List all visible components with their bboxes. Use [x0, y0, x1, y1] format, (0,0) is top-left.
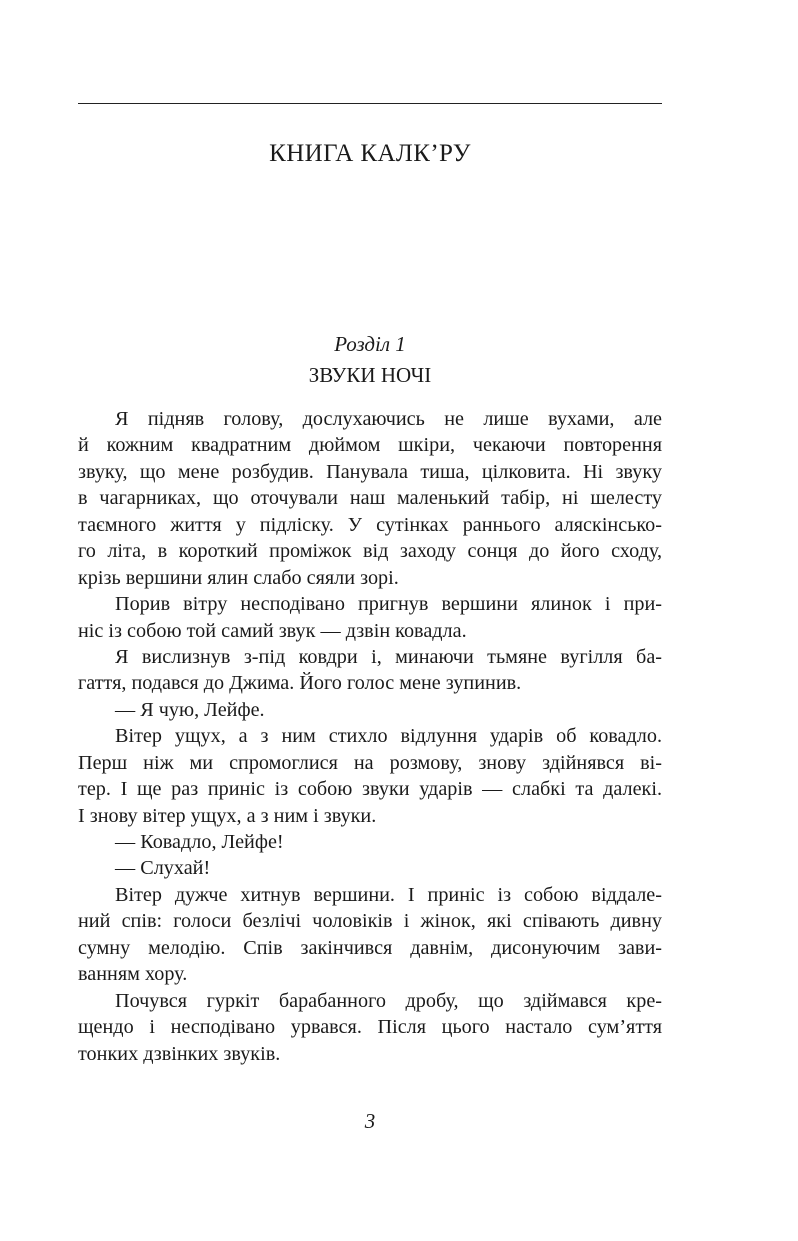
chapter-title: ЗВУКИ НОЧІ	[308, 363, 432, 387]
chapter-number: Розділ 1	[334, 332, 406, 356]
text-line: крізь вершини ялин слабо сяяли зорі.	[78, 566, 399, 589]
text-line: Вітер ущух, а з ним стихло відлуння ударів об ковадло.	[115, 725, 662, 748]
text-line: — Я чую, Лейфе.	[115, 698, 265, 721]
header-rule	[78, 103, 662, 104]
text-line: гаття, подався до Джима. Його голос мене зупинив.	[78, 672, 522, 695]
text-line: Я вислизнув з-під ковдри і, минаючи тьмяне вугілля ба-	[115, 645, 662, 668]
text-line: Почувся гуркіт барабанного дробу, що здіймався кре-	[115, 989, 662, 1012]
text-line: звуку, що мене розбудив. Панувала тиша, цілковита. Ні звуку	[78, 460, 662, 483]
text-line: — Ковадло, Лейфе!	[115, 831, 284, 853]
text-line: Перш ніж ми спромоглися на розмову, знову здійнявся ві-	[78, 751, 662, 774]
text-line: й кожним квадратним дюймом шкіри, чекаючи повторення	[78, 434, 662, 457]
text-line: тер. І ще раз приніс із собою звуки ударів — слабкі та далекі.	[78, 778, 662, 801]
text-line: ний спів: голоси безлічі чоловіків і жінок, які співають дивну	[78, 910, 662, 933]
page-number: 3	[364, 1109, 376, 1133]
book-title: КНИГА КАЛК’РУ	[269, 140, 471, 167]
text-line: І знову вітер ущух, а з ним і звуки.	[78, 804, 377, 827]
text-line: Я підняв голову, дослухаючись не лише вухами, але	[115, 408, 662, 430]
chapter-body	[78, 406, 662, 1067]
text-line: в чагарниках, що оточували наш маленький табір, ні шелесту	[78, 487, 662, 510]
text-line: таємного життя у підліску. У сутінках раннього аляскінсько-	[78, 513, 662, 536]
text-line: сумну мелодію. Спів закінчився давнім, дисонуючим зави-	[78, 936, 662, 959]
text-line: Порив вітру несподівано пригнув вершини ялинок і при-	[115, 593, 662, 616]
text-line: ванням хору.	[78, 963, 188, 986]
text-line: го літа, в короткий проміжок від заходу сонця до його сходу,	[78, 540, 662, 563]
text-line: ніс із собою той самий звук — дзвін ковадла.	[78, 619, 467, 642]
text-line: — Слухай!	[115, 857, 211, 880]
text-line: тонких дзвінких звуків.	[78, 1042, 281, 1065]
text-line: щендо і несподівано урвався. Після цього настало сум’яття	[78, 1016, 662, 1039]
text-line: Вітер дужче хитнув вершини. І приніс із собою віддале-	[115, 883, 662, 906]
